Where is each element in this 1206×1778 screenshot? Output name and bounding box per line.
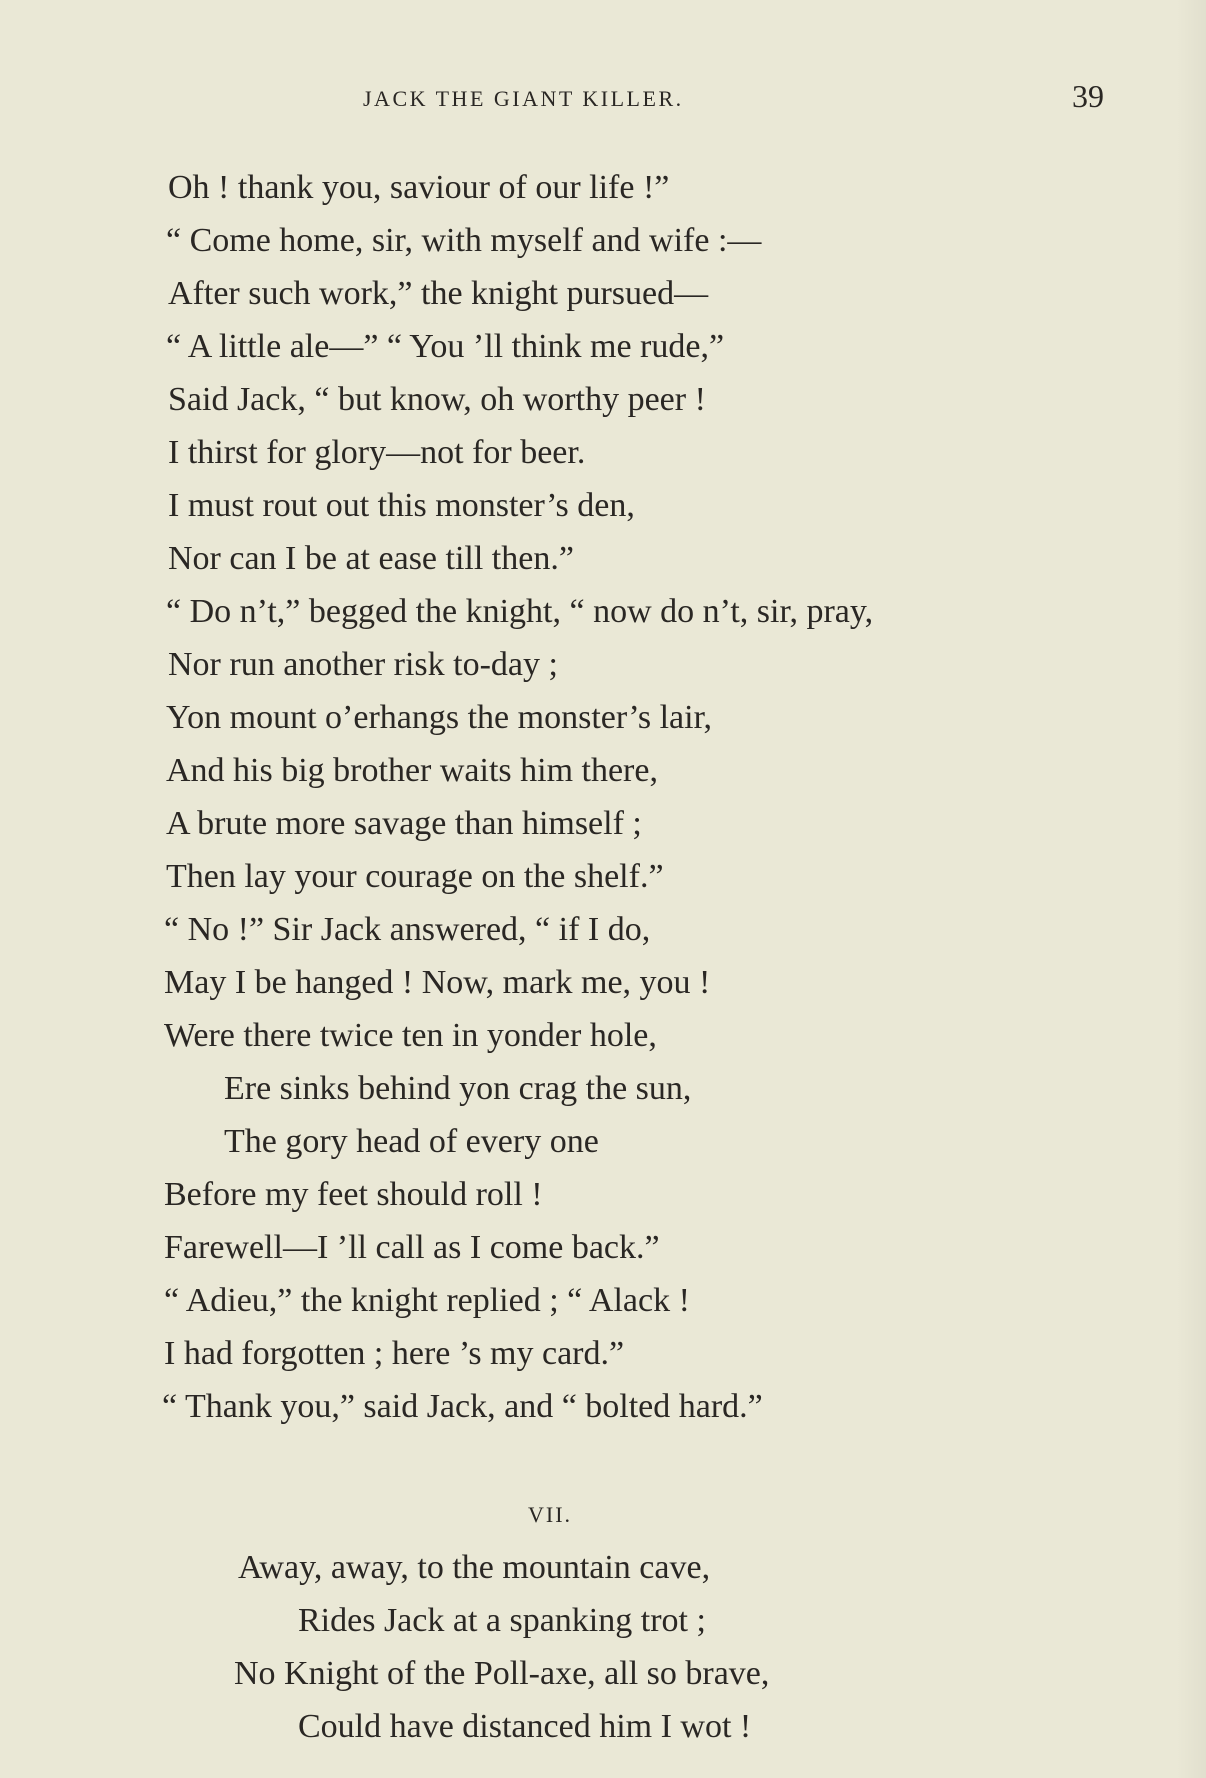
verse-line: The gory head of every one: [224, 1123, 599, 1160]
verse-line: I must rout out this monster’s den,: [168, 487, 635, 524]
running-head: [0, 78, 1206, 118]
verse-line: Nor run another risk to-day ;: [168, 646, 558, 683]
verse-line: Nor can I be at ease till then.”: [168, 540, 574, 577]
page-number: 39: [1072, 78, 1104, 114]
verse-line: “ Thank you,” said Jack, and “ bolted hard.”: [162, 1388, 763, 1425]
verse-line: Rides Jack at a spanking trot ;: [298, 1602, 706, 1639]
verse-line: “ A little ale—” “ You ’ll think me rude,”: [166, 328, 725, 365]
verse-line: Farewell—I ’ll call as I come back.”: [164, 1229, 660, 1266]
verse-line: And his big brother waits him there,: [166, 752, 658, 789]
verse-line: I had forgotten ; here ’s my card.”: [164, 1335, 625, 1372]
verse-line: May I be hanged ! Now, mark me, you !: [164, 964, 711, 1001]
verse-line: Ere sinks behind yon crag the sun,: [224, 1070, 692, 1107]
verse-line: No Knight of the Poll-axe, all so brave,: [234, 1655, 770, 1692]
verse-line: Could have distanced him I wot !: [298, 1708, 752, 1745]
verse-line: “ Do n’t,” begged the knight, “ now do n’t, sir, pray,: [166, 593, 874, 630]
verse-line: Were there twice ten in yonder hole,: [164, 1017, 657, 1054]
verse-line: I thirst for glory—not for beer.: [168, 434, 586, 471]
verse-line: A brute more savage than himself ;: [166, 805, 642, 842]
verse-line: Before my feet should roll !: [164, 1176, 543, 1213]
verse-line: “ Adieu,” the knight replied ; “ Alack !: [164, 1282, 690, 1319]
page-edge-shade: [1176, 0, 1206, 1778]
verse-line: Oh ! thank you, saviour of our life !”: [168, 169, 670, 206]
running-title: JACK THE GIANT KILLER.: [363, 86, 684, 111]
verse-line: “ No !” Sir Jack answered, “ if I do,: [164, 911, 651, 948]
verse-line: Away, away, to the mountain cave,: [238, 1549, 711, 1586]
verse-line: Then lay your courage on the shelf.”: [166, 858, 664, 895]
verse-line: “ Come home, sir, with myself and wife :—: [166, 222, 762, 259]
section-heading: VII.: [528, 1502, 573, 1527]
verse-line: Yon mount o’erhangs the monster’s lair,: [166, 699, 713, 736]
verse-line: Said Jack, “ but know, oh worthy peer !: [168, 381, 706, 418]
verse-line: After such work,” the knight pursued—: [168, 275, 709, 312]
